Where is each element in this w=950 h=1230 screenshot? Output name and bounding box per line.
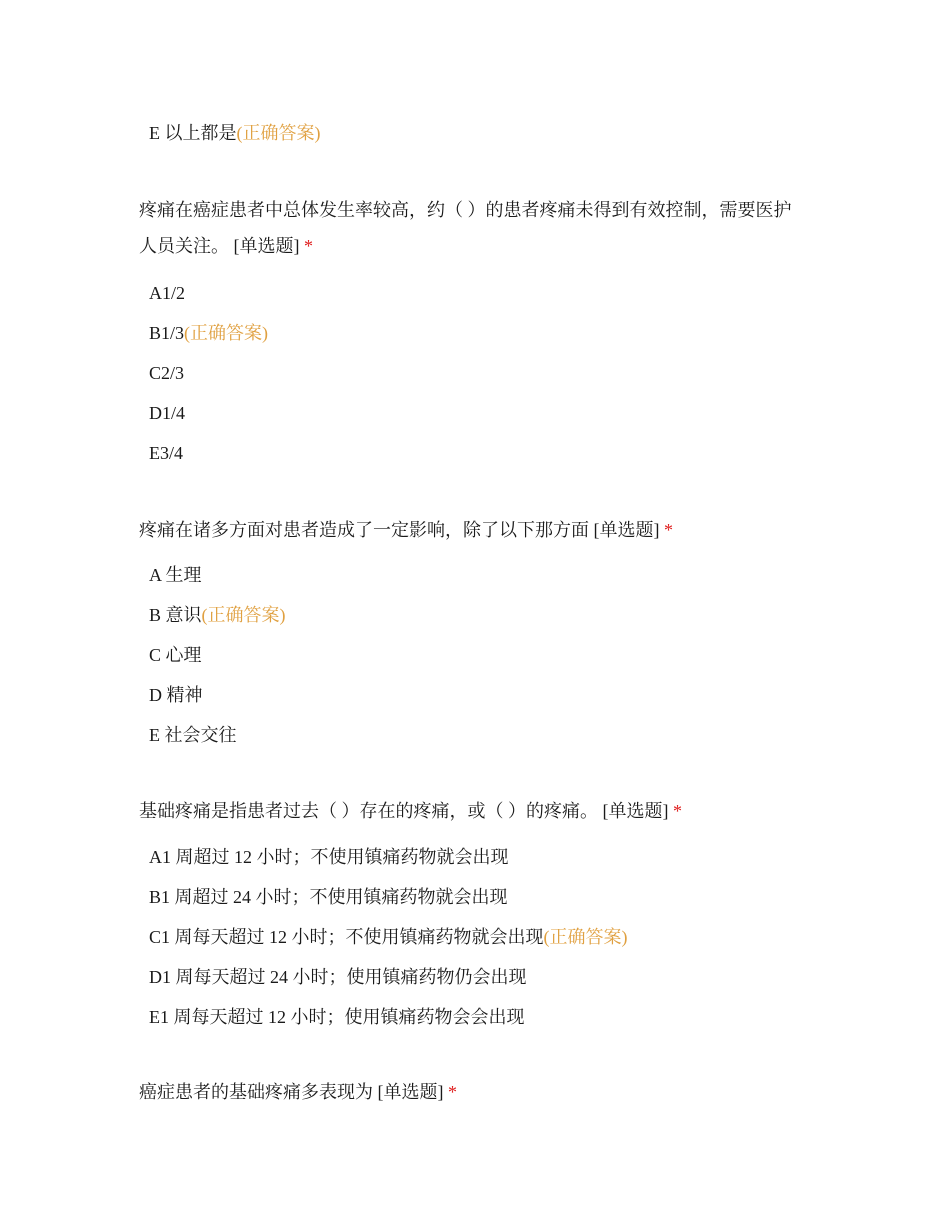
option-text: B1 周超过 24 小时；不使用镇痛药物就会出现: [149, 887, 508, 907]
option-q1-d[interactable]: [149, 401, 185, 425]
question-3: [139, 793, 809, 829]
option-text: A1/2: [149, 283, 185, 303]
option-q2-a[interactable]: [149, 563, 202, 587]
option-text: A 生理: [149, 565, 202, 585]
question-type: [单选题]: [233, 236, 300, 256]
option-q1-e[interactable]: [149, 441, 183, 465]
option-text: C2/3: [149, 363, 185, 383]
option-q2-c[interactable]: [149, 643, 202, 667]
option-q2-e[interactable]: [149, 723, 237, 747]
question-type: [单选题]: [593, 520, 660, 540]
option-q1-b[interactable]: [149, 321, 268, 345]
option-text: E1 周每天超过 12 小时；使用镇痛药物会会出现: [149, 1007, 525, 1027]
question-1: [139, 192, 809, 264]
option-text: E3/4: [149, 443, 183, 463]
option-q3-b[interactable]: [149, 885, 508, 909]
option-text: D 精神: [149, 685, 203, 705]
option-q3-d[interactable]: [149, 965, 527, 989]
option-text: C1 周每天超过 12 小时；不使用镇痛药物就会出现: [149, 927, 544, 947]
required-mark: *: [673, 801, 682, 821]
option-q2-b[interactable]: [149, 603, 286, 627]
question-type: [单选题]: [602, 801, 669, 821]
option-q3-c[interactable]: [149, 925, 628, 949]
option-text: B1/3: [149, 323, 185, 343]
question-type: [单选题]: [377, 1082, 444, 1102]
question-text: 基础疼痛是指患者过去（ ）存在的疼痛，或（ ）的疼痛。: [139, 801, 598, 821]
option-q1-a[interactable]: [149, 281, 185, 305]
correct-answer-label: (正确答案): [543, 927, 628, 947]
option-q0-e[interactable]: [149, 121, 321, 145]
option-q1-c[interactable]: [149, 361, 184, 385]
option-q2-d[interactable]: [149, 683, 203, 707]
question-text: 疼痛在癌症患者中总体发生率较高，约（ ）的患者疼痛未得到有效控制，需要医护人员关注。: [139, 200, 792, 256]
option-q3-a[interactable]: [149, 845, 509, 869]
option-q3-e[interactable]: [149, 1005, 525, 1029]
option-text: A1 周超过 12 小时；不使用镇痛药物就会出现: [149, 847, 509, 867]
option-text: C 心理: [149, 645, 202, 665]
required-mark: *: [448, 1082, 457, 1102]
question-4: [139, 1074, 809, 1110]
required-mark: *: [664, 520, 673, 540]
option-text: E 社会交往: [149, 725, 237, 745]
correct-answer-label: (正确答案): [236, 123, 321, 143]
option-text: D1/4: [149, 403, 185, 423]
correct-answer-label: (正确答案): [184, 323, 269, 343]
correct-answer-label: (正确答案): [201, 605, 286, 625]
option-text: D1 周每天超过 24 小时；使用镇痛药物仍会出现: [149, 967, 527, 987]
option-text: B 意识: [149, 605, 202, 625]
question-text: 癌症患者的基础疼痛多表现为: [139, 1082, 373, 1102]
option-text: E 以上都是: [149, 123, 237, 143]
required-mark: *: [304, 236, 313, 256]
question-text: 疼痛在诸多方面对患者造成了一定影响，除了以下那方面: [139, 520, 589, 540]
question-2: [139, 512, 809, 548]
